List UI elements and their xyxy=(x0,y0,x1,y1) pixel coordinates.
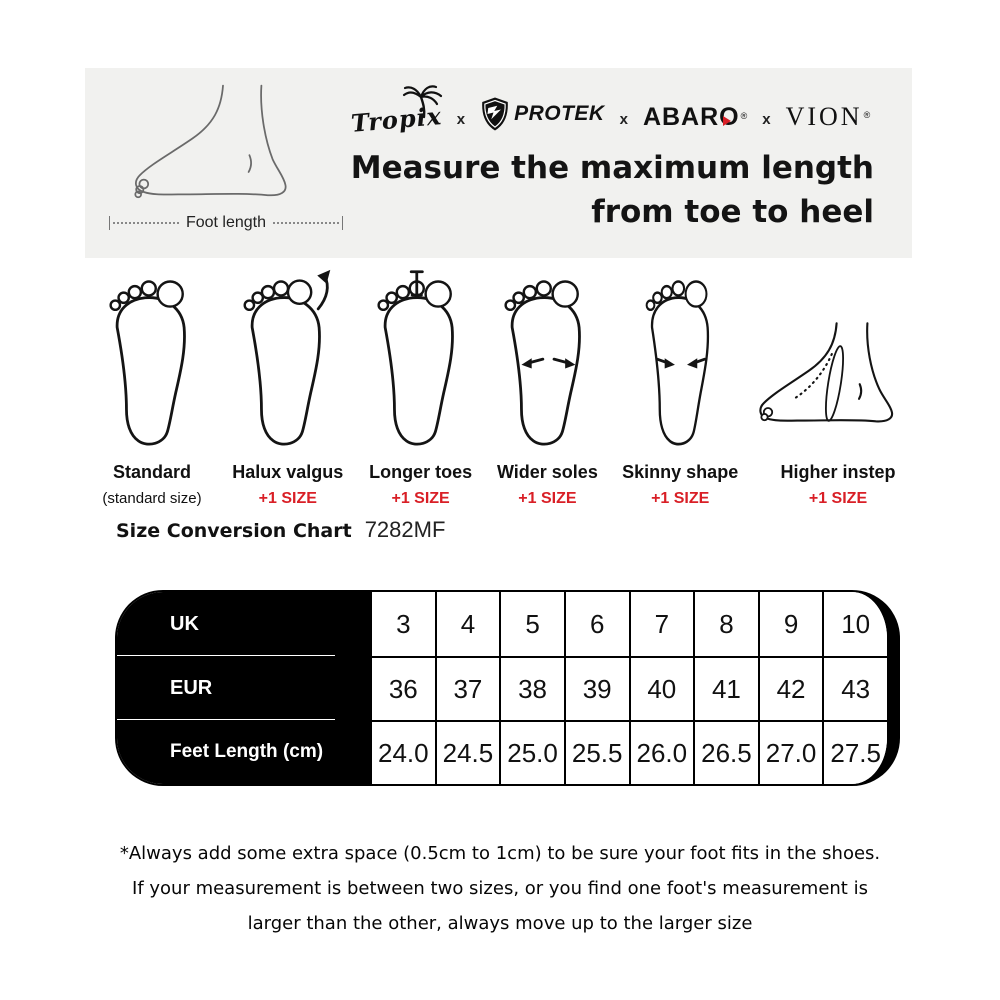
headline xyxy=(351,146,874,234)
collab-separator: x xyxy=(456,111,466,128)
foot-type-label: Skinny shape xyxy=(622,462,739,482)
foot-type-label: Standard xyxy=(112,462,191,482)
feet-length-cell: 25.5 xyxy=(564,720,629,784)
abaro-logo xyxy=(643,103,747,134)
longer-toes-foot-diagram xyxy=(360,268,481,454)
vion-wordmark: VION xyxy=(785,102,863,131)
foot-type-standard xyxy=(88,262,216,508)
foot-type-higher-instep xyxy=(752,262,924,508)
size-chart-heading xyxy=(116,517,445,543)
halux-valgus-foot-figure xyxy=(221,262,355,454)
footnote-line-2: If your measurement is between two sizes, or you find one foot's measurement is xyxy=(132,878,868,899)
foot-type-note: +1 SIZE xyxy=(391,490,450,507)
header-right xyxy=(347,82,874,258)
uk-size-cell: 10 xyxy=(822,592,887,656)
registered-mark: ® xyxy=(863,110,871,120)
feet-length-cell: 27.0 xyxy=(758,720,823,784)
headline-line-2: from toe to heel xyxy=(591,194,874,230)
footnote-line-3: larger than the other, always move up to the larger size xyxy=(247,913,753,934)
registered-mark: ® xyxy=(740,110,748,121)
abaro-wordmark: ABARO xyxy=(642,103,740,131)
foot-type-label: Longer toes xyxy=(369,462,473,482)
wider-soles-foot-figure xyxy=(486,262,608,454)
foot-type-wider-soles xyxy=(486,262,608,508)
vion-logo xyxy=(786,102,871,134)
foot-length-label: Foot length xyxy=(185,214,267,231)
skinny-shape-foot-figure xyxy=(613,262,747,454)
eur-size-cell: 42 xyxy=(758,656,823,720)
footnote-line-1: *Always add some extra space (0.5cm to 1cm) to be sure your foot fits in the shoes. xyxy=(119,843,881,864)
eur-size-cell: 39 xyxy=(564,656,629,720)
feet-length-cell: 27.5 xyxy=(822,720,887,784)
row-label-eur: EUR xyxy=(117,656,370,720)
collab-separator: x xyxy=(762,111,771,128)
higher-instep-foot-figure xyxy=(752,262,924,454)
standard-foot-diagram xyxy=(92,268,213,454)
feet-length-cell: 24.5 xyxy=(435,720,500,784)
eur-size-cell: 38 xyxy=(499,656,564,720)
foot-type-skinny-shape xyxy=(613,262,747,508)
eur-size-cell: 40 xyxy=(629,656,694,720)
eur-size-cell: 36 xyxy=(370,656,435,720)
headline-line-1: Measure the maximum length xyxy=(350,150,874,186)
foot-length-measure xyxy=(109,214,343,232)
foot-type-label: Wider soles xyxy=(496,462,598,482)
eur-size-cell: 43 xyxy=(822,656,887,720)
uk-size-cell: 4 xyxy=(435,592,500,656)
table-label-column xyxy=(117,592,370,784)
uk-size-cell: 8 xyxy=(693,592,758,656)
play-triangle-icon xyxy=(723,116,731,126)
foot-type-label: Halux valgus xyxy=(232,462,344,482)
protek-wordmark: PROTEK xyxy=(514,102,605,125)
feet-length-cell: 26.5 xyxy=(693,720,758,784)
uk-size-cell: 3 xyxy=(370,592,435,656)
size-chart-title: Size Conversion Chart xyxy=(116,520,352,542)
eur-size-cell: 37 xyxy=(435,656,500,720)
foot-type-longer-toes xyxy=(360,262,482,508)
brand-logos xyxy=(347,82,874,138)
halux-valgus-foot-diagram xyxy=(227,268,348,454)
eur-size-cell: 41 xyxy=(693,656,758,720)
tropix-wordmark: Tropix xyxy=(349,101,443,138)
uk-size-cell: 6 xyxy=(564,592,629,656)
side-foot-icon xyxy=(109,76,337,212)
protek-logo xyxy=(480,96,605,134)
model-number: 7282MF xyxy=(364,517,446,542)
sizing-footnote xyxy=(0,836,1000,941)
uk-size-cell: 5 xyxy=(499,592,564,656)
foot-measure-diagram xyxy=(109,76,343,232)
measure-tick xyxy=(109,216,110,230)
standard-foot-figure xyxy=(88,262,216,454)
header-banner xyxy=(85,68,912,258)
feet-length-cell: 26.0 xyxy=(629,720,694,784)
size-conversion-table xyxy=(115,590,900,786)
row-label-uk: UK xyxy=(117,592,370,656)
table-grid xyxy=(370,592,887,784)
foot-type-note: +1 SIZE xyxy=(808,490,868,507)
foot-type-label: Higher instep xyxy=(780,462,896,482)
foot-type-halux-valgus xyxy=(221,262,355,508)
measure-dash xyxy=(273,222,339,224)
skinny-shape-foot-diagram xyxy=(620,268,741,454)
shield-icon xyxy=(480,96,510,132)
foot-type-note: +1 SIZE xyxy=(258,490,317,507)
feet-length-cell: 25.0 xyxy=(499,720,564,784)
foot-type-note: +1 SIZE xyxy=(518,490,577,507)
uk-size-cell: 7 xyxy=(629,592,694,656)
wider-soles-foot-diagram xyxy=(487,268,608,454)
measure-dash xyxy=(113,222,179,224)
uk-size-cell: 9 xyxy=(758,592,823,656)
feet-length-cell: 24.0 xyxy=(370,720,435,784)
longer-toes-foot-figure xyxy=(360,262,482,454)
foot-type-note: +1 SIZE xyxy=(651,490,710,507)
measure-tick xyxy=(342,216,343,230)
tropix-logo xyxy=(349,95,443,138)
collab-separator: x xyxy=(619,111,628,128)
higher-instep-foot-diagram xyxy=(754,312,922,448)
row-label-feet-length: Feet Length (cm) xyxy=(170,741,324,762)
foot-type-guide xyxy=(88,262,924,508)
foot-type-note: (standard size) xyxy=(102,490,202,507)
